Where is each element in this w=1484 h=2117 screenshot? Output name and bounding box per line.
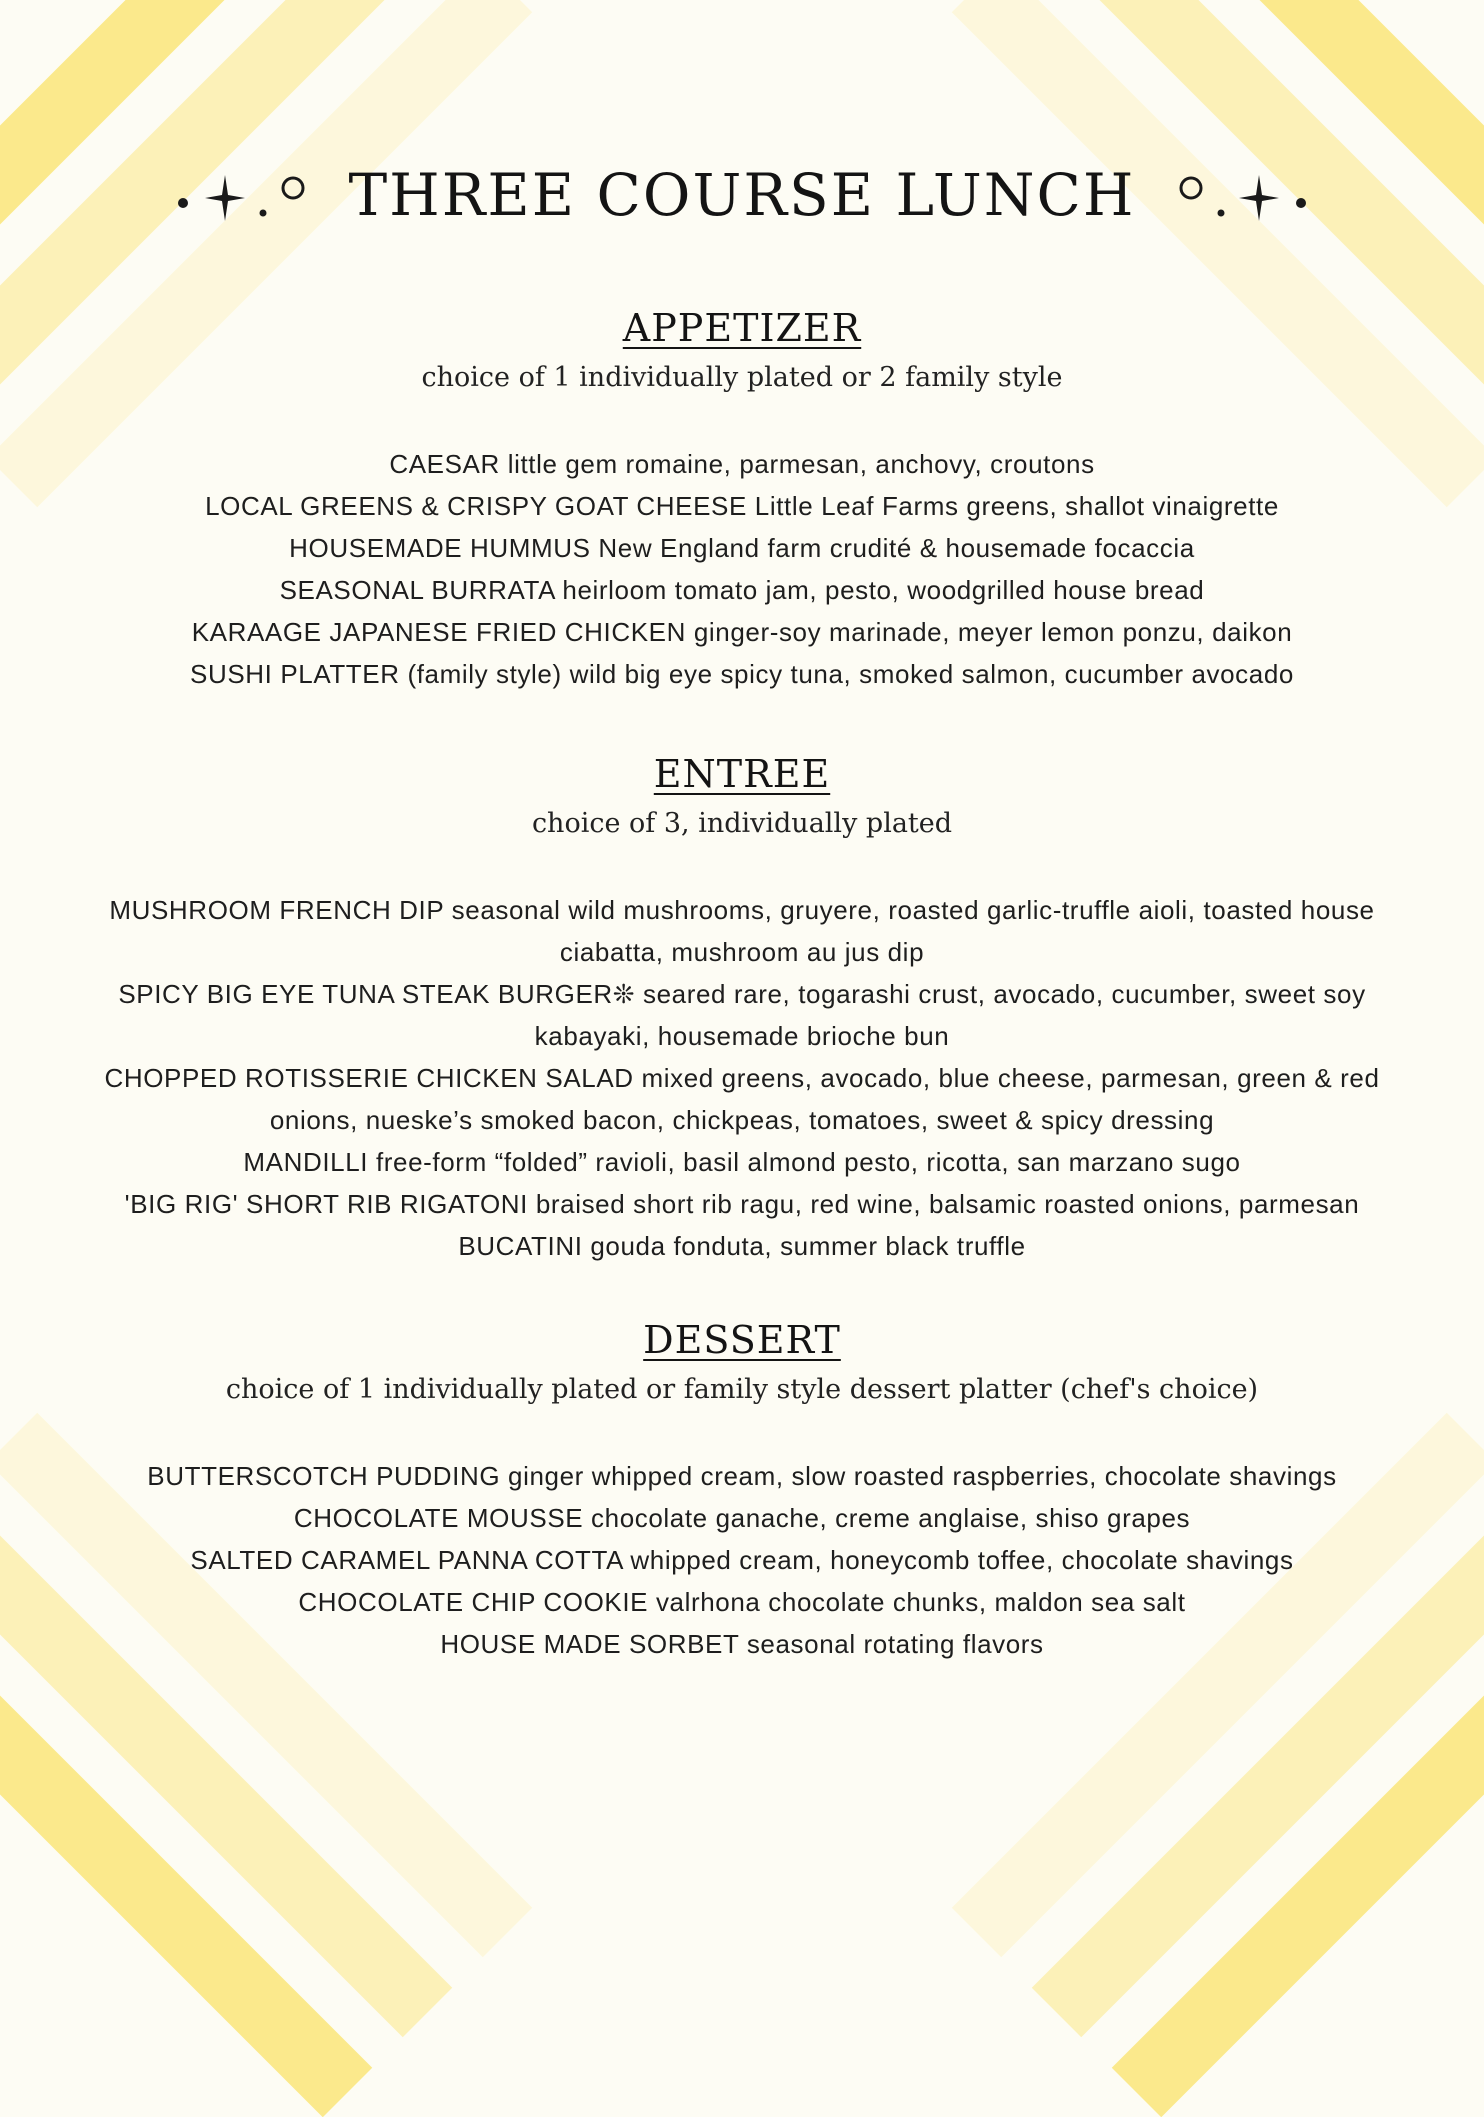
menu-item-name: CHOPPED ROTISSERIE CHICKEN SALAD <box>104 1063 634 1093</box>
menu-item-description: free-form “folded” ravioli, basil almond pesto, ricotta, san marzano sugo <box>375 1147 1241 1177</box>
menu-item-description: ginger-soy marinade, meyer lemon ponzu, daikon <box>693 617 1293 647</box>
section-heading: ENTREE <box>653 752 831 796</box>
menu-item-name: HOUSEMADE HUMMUS <box>289 533 591 563</box>
menu-item-name: HOUSE MADE SORBET <box>440 1629 739 1659</box>
menu-item-description: ginger whipped cream, slow roasted raspberries, chocolate shavings <box>508 1461 1337 1491</box>
menu-item-name: MANDILLI <box>243 1147 369 1177</box>
menu-item <box>60 653 1424 695</box>
menu-item-name: CAESAR <box>389 449 500 479</box>
sparkle-stars-icon <box>175 155 305 235</box>
menu-item <box>60 1455 1424 1497</box>
menu-item <box>60 485 1424 527</box>
menu-item-name: BUCATINI <box>458 1231 583 1261</box>
menu-item-name: CHOCOLATE CHIP COOKIE <box>298 1587 649 1617</box>
menu-item <box>60 1057 1424 1141</box>
menu-item-description: seared rare, togarashi crust, avocado, cucumber, sweet soy kabayaki, housemade brioche bun <box>534 979 1366 1051</box>
menu-item-description: little gem romaine, parmesan, anchovy, croutons <box>507 449 1095 479</box>
menu-item-name: LOCAL GREENS & CRISPY GOAT CHEESE <box>205 491 747 521</box>
menu-item <box>60 611 1424 653</box>
menu-item-name: SPICY BIG EYE TUNA STEAK BURGER❊ <box>118 979 636 1009</box>
menu-item <box>60 443 1424 485</box>
menu-item <box>60 1141 1424 1183</box>
menu-item-description: whipped cream, honeycomb toffee, chocolate shavings <box>630 1545 1294 1575</box>
menu-item <box>60 1497 1424 1539</box>
menu-item <box>60 1623 1424 1665</box>
menu-item-description: valrhona chocolate chunks, maldon sea salt <box>655 1587 1186 1617</box>
menu-item-name: 'BIG RIG' SHORT RIB RIGATONI <box>124 1189 528 1219</box>
menu-item-description: (family style) wild big eye spicy tuna, smoked salmon, cucumber avocado <box>407 659 1294 689</box>
menu-item-description: seasonal wild mushrooms, gruyere, roasted garlic-truffle aioli, toasted house ciabatta, mushroom au jus dip <box>451 895 1375 967</box>
menu-items <box>60 889 1424 1267</box>
menu-item-description: New England farm crudité & housemade focaccia <box>598 533 1195 563</box>
menu-item-description: heirloom tomato jam, pesto, woodgrilled house bread <box>562 575 1205 605</box>
menu-item-name: CHOCOLATE MOUSSE <box>293 1503 584 1533</box>
menu-item-description: Little Leaf Farms greens, shallot vinaigrette <box>754 491 1279 521</box>
dessert-section <box>60 1318 1424 1665</box>
menu-items <box>60 443 1424 695</box>
menu-items <box>60 1455 1424 1665</box>
page-title: THREE COURSE LUNCH <box>348 161 1136 229</box>
menu-item-name: SEASONAL BURRATA <box>279 575 555 605</box>
menu-item <box>60 569 1424 611</box>
menu-item <box>60 1225 1424 1267</box>
menu-item <box>60 1539 1424 1581</box>
section-heading: DESSERT <box>643 1318 841 1362</box>
menu-item <box>60 527 1424 569</box>
menu-item-name: MUSHROOM FRENCH DIP <box>109 895 444 925</box>
menu-item <box>60 1581 1424 1623</box>
sparkle-stars-icon <box>1179 155 1309 235</box>
menu-item-name: SUSHI PLATTER <box>190 659 400 689</box>
menu-item-description: braised short rib ragu, red wine, balsamic roasted onions, parmesan <box>535 1189 1360 1219</box>
title-row <box>0 150 1484 240</box>
menu-item <box>60 1183 1424 1225</box>
section-heading: APPETIZER <box>622 306 862 350</box>
menu-item <box>60 889 1424 973</box>
menu-item-description: seasonal rotating flavors <box>746 1629 1044 1659</box>
menu-item-description: mixed greens, avocado, blue cheese, parmesan, green & red onions, nueske’s smoked bacon, chickpeas, tomatoes, sweet & spicy dressing <box>269 1063 1380 1135</box>
section-subtitle: choice of 1 individually plated or family style dessert platter (chef's choice) <box>225 1374 1259 1405</box>
menu-item-name: SALTED CARAMEL PANNA COTTA <box>190 1545 623 1575</box>
menu-item-description: chocolate ganache, creme anglaise, shiso grapes <box>591 1503 1191 1533</box>
appetizer-section <box>60 306 1424 695</box>
menu-item-name: BUTTERSCOTCH PUDDING <box>147 1461 501 1491</box>
section-subtitle: choice of 3, individually plated <box>531 808 953 839</box>
menu-item <box>60 973 1424 1057</box>
menu-item-description: gouda fonduta, summer black truffle <box>590 1231 1026 1261</box>
menu-item-name: KARAAGE JAPANESE FRIED CHICKEN <box>191 617 686 647</box>
section-subtitle: choice of 1 individually plated or 2 family style <box>421 362 1063 393</box>
entree-section <box>60 752 1424 1267</box>
